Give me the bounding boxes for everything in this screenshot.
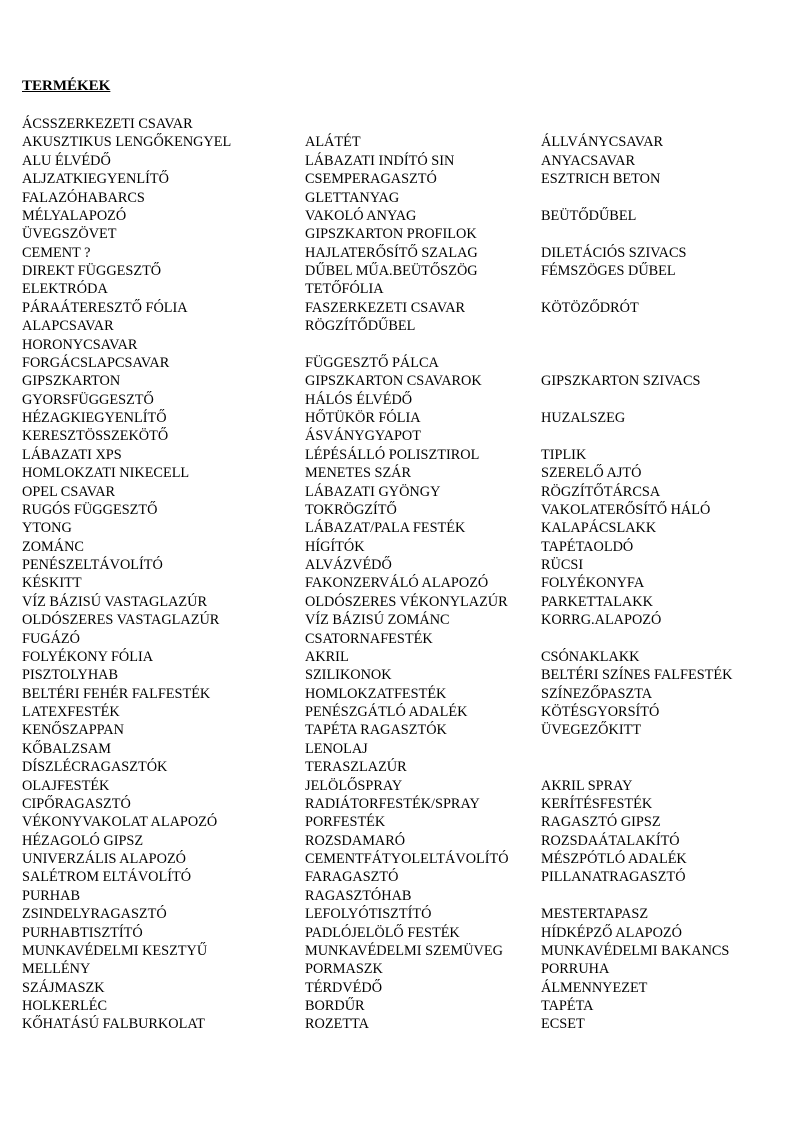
product-item: HÍDKÉPZŐ ALAPOZÓ xyxy=(541,924,682,941)
product-row xyxy=(0,832,794,850)
product-item: HÁLÓS ÉLVÉDŐ xyxy=(305,391,413,408)
product-item: GIPSZKARTON xyxy=(22,373,121,390)
page-title: TERMÉKEK xyxy=(22,78,111,94)
product-row xyxy=(0,648,794,666)
product-item: LATEXFESTÉK xyxy=(22,704,120,720)
product-row xyxy=(0,262,794,280)
product-item: FÉMSZÖGES DŰBEL xyxy=(541,263,676,279)
product-item: LÁBAZATI GYÖNGY xyxy=(305,483,441,500)
product-row xyxy=(0,979,794,997)
product-item: GYORSFÜGGESZTŐ xyxy=(22,391,154,408)
product-item: RAGASZTÓHAB xyxy=(305,887,412,904)
product-row xyxy=(0,850,794,868)
product-row xyxy=(0,133,794,151)
product-item: VÍZ BÁZISÚ ZOMÁNC xyxy=(305,612,450,629)
product-row xyxy=(0,207,794,225)
product-item: CEMENT ? xyxy=(22,244,91,261)
product-row xyxy=(0,666,794,684)
product-item: PENÉSZELTÁVOLÍTÓ xyxy=(22,557,163,573)
product-item: ROZETTA xyxy=(305,1016,369,1033)
product-item: OPEL CSAVAR xyxy=(22,483,116,500)
product-row xyxy=(0,336,794,354)
product-item: RAGASZTÓ GIPSZ xyxy=(541,814,661,831)
product-item: FOLYÉKONYFA xyxy=(541,575,645,592)
product-row xyxy=(0,813,794,831)
product-item: SALÉTROM ELTÁVOLÍTÓ xyxy=(22,869,192,886)
product-list xyxy=(0,115,794,1034)
product-item: KÉSKITT xyxy=(22,575,82,592)
product-row xyxy=(0,703,794,721)
product-item: PISZTOLYHAB xyxy=(22,667,119,684)
product-item: MENETES SZÁR xyxy=(305,465,412,482)
product-item: DŰBEL MŰA.BEÜTŐSZÖG xyxy=(305,263,478,279)
product-item: TAPÉTAOLDÓ xyxy=(541,538,634,555)
product-item: HORONYCSAVAR xyxy=(22,336,138,353)
product-item: LÁBAZATI INDÍTÓ SIN xyxy=(305,152,455,169)
product-item: GIPSZKARTON SZIVACS xyxy=(541,373,701,390)
product-item: HAJLATERŐSÍTŐ SZALAG xyxy=(305,244,478,261)
product-item: ANYACSAVAR xyxy=(541,152,636,169)
product-item: FUGÁZÓ xyxy=(22,630,80,647)
product-item: ALU ÉLVÉDŐ xyxy=(22,152,111,169)
product-item: JELÖLŐSPRAY xyxy=(305,777,403,794)
product-item: ALAPCSAVAR xyxy=(22,318,114,335)
product-row xyxy=(0,372,794,390)
product-item: KALAPÁCSLAKK xyxy=(541,520,657,537)
product-item: TETŐFÓLIA xyxy=(305,281,384,298)
product-row xyxy=(0,244,794,262)
product-item: FALAZÓHABARCS xyxy=(22,189,145,206)
product-item: MUNKAVÉDELMI BAKANCS xyxy=(541,942,730,959)
product-item: AKRIL SPRAY xyxy=(541,777,633,794)
product-item: ZOMÁNC xyxy=(22,538,84,555)
product-item: FORGÁCSLAPCSAVAR xyxy=(22,354,170,371)
product-item: BEÜTŐDŰBEL xyxy=(541,207,637,224)
product-row xyxy=(0,777,794,795)
product-item: PARKETTALAKK xyxy=(541,593,653,610)
product-item: HUZALSZEG xyxy=(541,410,626,426)
product-item: FASZERKEZETI CSAVAR xyxy=(305,299,466,316)
product-item: LÁBAZAT/PALA FESTÉK xyxy=(305,520,466,537)
product-row xyxy=(0,464,794,482)
product-row xyxy=(0,354,794,372)
product-item: SZÍNEZŐPASZTA xyxy=(541,685,653,702)
product-row xyxy=(0,960,794,978)
product-item: PORMASZK xyxy=(305,961,383,978)
product-item: GIPSZKARTON CSAVAROK xyxy=(305,373,482,390)
product-item: BELTÉRI FEHÉR FALFESTÉK xyxy=(22,685,211,702)
product-item: PILLANATRAGASZTÓ xyxy=(541,869,686,886)
product-item: HÉZAGOLÓ GIPSZ xyxy=(22,832,144,849)
product-item: MELLÉNY xyxy=(22,961,91,978)
product-row xyxy=(0,446,794,464)
product-item: KŐBALZSAM xyxy=(22,740,111,757)
product-item: LEFOLYÓTISZTÍTÓ xyxy=(305,906,432,923)
product-row xyxy=(0,299,794,317)
product-item: ALJZATKIEGYENLÍTŐ xyxy=(22,171,169,188)
product-row xyxy=(0,758,794,776)
product-row xyxy=(0,868,794,886)
product-item: HOMLOKZATFESTÉK xyxy=(305,685,447,702)
product-item: GLETTANYAG xyxy=(305,189,400,206)
product-item: ECSET xyxy=(541,1016,585,1033)
product-item: TAPÉTA xyxy=(541,998,594,1014)
product-item: ALVÁZVÉDŐ xyxy=(305,557,392,573)
product-row xyxy=(0,887,794,905)
product-row xyxy=(0,1015,794,1033)
product-item: PURHABTISZTÍTÓ xyxy=(22,924,143,941)
product-item: SZERELŐ AJTÓ xyxy=(541,465,642,482)
product-row xyxy=(0,556,794,574)
product-item: PORFESTÉK xyxy=(305,814,386,831)
product-item: ÁLMENNYEZET xyxy=(541,979,648,996)
product-item: KERÍTÉSFESTÉK xyxy=(541,795,653,812)
product-item: FOLYÉKONY FÓLIA xyxy=(22,648,154,665)
product-item: HŐTÜKÖR FÓLIA xyxy=(305,410,421,426)
product-item: CSÓNAKLAKK xyxy=(541,648,640,665)
product-item: ÁCSSZERKEZETI CSAVAR xyxy=(22,116,193,132)
product-item: ÁLLVÁNYCSAVAR xyxy=(541,134,664,151)
product-item: TERASZLAZÚR xyxy=(305,759,407,776)
product-row xyxy=(0,721,794,739)
product-item: PORRUHA xyxy=(541,961,610,978)
product-row xyxy=(0,905,794,923)
product-item: OLDÓSZERES VASTAGLAZÚR xyxy=(22,612,220,629)
product-row xyxy=(0,189,794,207)
product-item: ÜVEGSZÖVET xyxy=(22,226,117,243)
product-row xyxy=(0,317,794,335)
product-item: OLDÓSZERES VÉKONYLAZÚR xyxy=(305,593,508,610)
product-row xyxy=(0,409,794,427)
product-item: HÉZAGKIEGYENLÍTŐ xyxy=(22,410,167,426)
product-row xyxy=(0,225,794,243)
product-row xyxy=(0,427,794,445)
product-row xyxy=(0,795,794,813)
product-item: PENÉSZGÁTLÓ ADALÉK xyxy=(305,704,468,720)
product-row xyxy=(0,483,794,501)
product-item: TIPLIK xyxy=(541,446,587,463)
product-item: AKRIL xyxy=(305,648,349,665)
product-item: LÁBAZATI XPS xyxy=(22,446,122,463)
product-item: MESTERTAPASZ xyxy=(541,906,649,923)
product-item: FÜGGESZTŐ PÁLCA xyxy=(305,354,439,371)
product-item: MUNKAVÉDELMI SZEMÜVEG xyxy=(305,942,503,959)
product-item: AKUSZTIKUS LENGŐKENGYEL xyxy=(22,134,232,151)
product-item: PADLÓJELÖLŐ FESTÉK xyxy=(305,924,460,941)
product-item: SZÁJMASZK xyxy=(22,979,105,996)
product-item: BORDŰR xyxy=(305,998,365,1014)
product-item: KORRG.ALAPOZÓ xyxy=(541,612,662,629)
product-item: PÁRAÁTERESZTŐ FÓLIA xyxy=(22,299,188,316)
product-item: CEMENTFÁTYOLELTÁVOLÍTÓ xyxy=(305,851,509,867)
product-row xyxy=(0,740,794,758)
product-row xyxy=(0,280,794,298)
product-row xyxy=(0,501,794,519)
product-item: GIPSZKARTON PROFILOK xyxy=(305,226,477,243)
product-item: CSATORNAFESTÉK xyxy=(305,630,433,647)
product-item: MÉSZPÓTLÓ ADALÉK xyxy=(541,851,687,867)
product-item: VAKOLATERŐSÍTŐ HÁLÓ xyxy=(541,501,711,518)
product-item: DILETÁCIÓS SZIVACS xyxy=(541,244,687,261)
product-item: CIPŐRAGASZTÓ xyxy=(22,795,131,812)
product-item: HOLKERLÉC xyxy=(22,998,107,1014)
product-item: KÖTÖZŐDRÓT xyxy=(541,299,639,316)
product-row xyxy=(0,611,794,629)
product-row xyxy=(0,391,794,409)
product-item: UNIVERZÁLIS ALAPOZÓ xyxy=(22,851,187,867)
product-item: TÉRDVÉDŐ xyxy=(305,979,383,996)
product-item: MUNKAVÉDELMI KESZTYŰ xyxy=(22,942,208,959)
product-row xyxy=(0,574,794,592)
product-item: FARAGASZTÓ xyxy=(305,869,399,886)
product-row xyxy=(0,170,794,188)
product-item: CSEMPERAGASZTÓ xyxy=(305,171,437,188)
product-row xyxy=(0,519,794,537)
product-item: RUGÓS FÜGGESZTŐ xyxy=(22,501,158,518)
product-item: RÖGZÍTŐTÁRCSA xyxy=(541,483,661,500)
product-item: RÜCSI xyxy=(541,557,584,573)
product-item: FAKONZERVÁLÓ ALAPOZÓ xyxy=(305,575,489,592)
product-row xyxy=(0,152,794,170)
product-item: VÉKONYVAKOLAT ALAPOZÓ xyxy=(22,814,218,831)
product-item: ZSINDELYRAGASZTÓ xyxy=(22,906,167,923)
product-item: HOMLOKZATI NIKECELL xyxy=(22,465,190,482)
product-item: YTONG xyxy=(22,520,72,537)
product-item: BELTÉRI SZÍNES FALFESTÉK xyxy=(541,667,733,684)
product-row xyxy=(0,538,794,556)
product-item: PURHAB xyxy=(22,887,80,904)
product-item: LENOLAJ xyxy=(305,740,368,757)
product-item: ROZSDAMARÓ xyxy=(305,832,406,849)
product-row xyxy=(0,942,794,960)
product-item: ÜVEGEZŐKITT xyxy=(541,722,642,739)
product-item: RÖGZÍTŐDŰBEL xyxy=(305,318,416,335)
product-row xyxy=(0,997,794,1015)
product-item: ELEKTRÓDA xyxy=(22,281,108,298)
product-item: TOKRÖGZÍTŐ xyxy=(305,501,397,518)
product-item: KÖTÉSGYORSÍTÓ xyxy=(541,704,660,720)
product-item: KŐHATÁSÚ FALBURKOLAT xyxy=(22,1016,205,1033)
product-item: HÍGÍTÓK xyxy=(305,538,365,555)
product-item: KERESZTÖSSZEKÖTŐ xyxy=(22,428,169,445)
product-item: MÉLYALAPOZÓ xyxy=(22,207,127,224)
product-row xyxy=(0,924,794,942)
product-item: SZILIKONOK xyxy=(305,667,392,684)
product-item: ÁSVÁNYGYAPOT xyxy=(305,428,421,445)
product-item: ESZTRICH BETON xyxy=(541,171,661,188)
product-item: RADIÁTORFESTÉK/SPRAY xyxy=(305,795,480,812)
product-row xyxy=(0,630,794,648)
product-row xyxy=(0,593,794,611)
product-item: LÉPÉSÁLLÓ POLISZTIROL xyxy=(305,446,480,463)
product-item: DIREKT FÜGGESZTŐ xyxy=(22,263,162,279)
product-item: ALÁTÉT xyxy=(305,134,361,151)
product-item: OLAJFESTÉK xyxy=(22,777,110,794)
product-item: DÍSZLÉCRAGASZTÓK xyxy=(22,759,168,776)
product-item: KENŐSZAPPAN xyxy=(22,722,124,739)
product-row xyxy=(0,685,794,703)
product-item: VAKOLÓ ANYAG xyxy=(305,207,417,224)
product-item: TAPÉTA RAGASZTÓK xyxy=(305,722,447,739)
product-row xyxy=(0,115,794,133)
product-item: VÍZ BÁZISÚ VASTAGLAZÚR xyxy=(22,593,207,610)
product-item: ROZSDAÁTALAKÍTÓ xyxy=(541,832,680,849)
